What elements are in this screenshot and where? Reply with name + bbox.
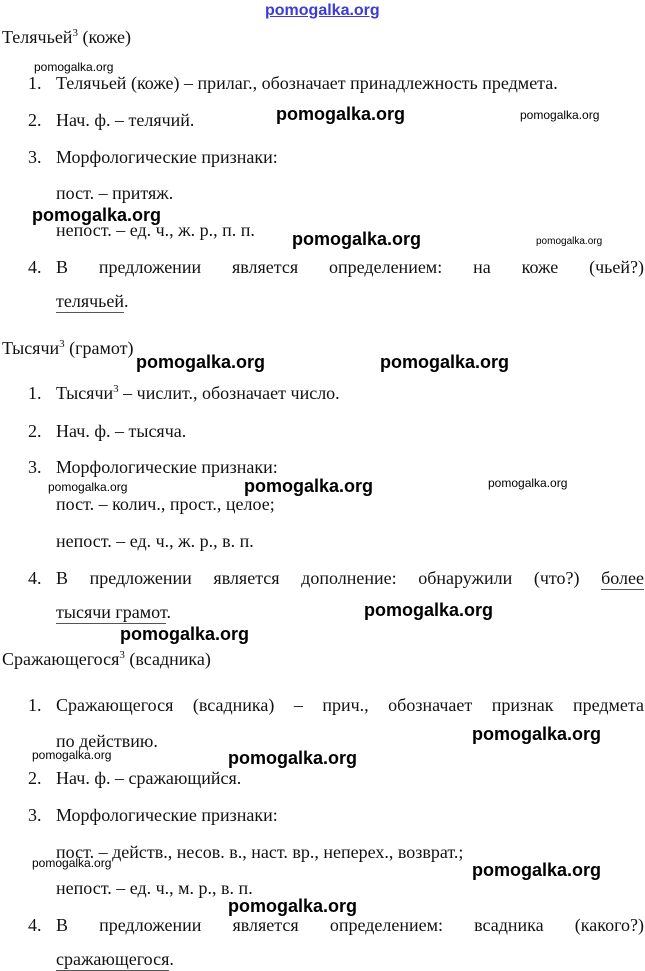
watermark: pomogalka.org xyxy=(228,748,358,768)
list-item xyxy=(28,420,186,442)
item-text: Телячьей (коже) – прилаг., обозначает принадлежность предмета. xyxy=(56,73,558,93)
item-number: 3. xyxy=(28,457,42,477)
watermark: pomogalka.org xyxy=(364,600,494,620)
word-heading-1 xyxy=(2,26,131,48)
word-heading-3 xyxy=(2,648,211,670)
constant-features: пост. – притяж. xyxy=(56,183,174,203)
item-number: 1. xyxy=(28,73,42,93)
item-text: Нач. ф. – телячий. xyxy=(56,110,195,130)
list-item xyxy=(28,72,558,94)
watermark: pomogalka.org xyxy=(120,624,250,644)
variable-features: непост. – ед. ч., м. р., в. п. xyxy=(56,878,253,898)
item-continuation xyxy=(56,601,171,623)
item-continuation: по действию. xyxy=(56,731,158,751)
list-item xyxy=(28,567,644,589)
item-number: 2. xyxy=(28,768,42,788)
heading-sup: 3 xyxy=(72,27,78,39)
heading-rest: (коже) xyxy=(77,27,132,47)
item-end: . xyxy=(169,949,174,969)
list-item xyxy=(28,914,644,936)
watermark: pomogalka.org xyxy=(34,60,114,74)
watermark: pomogalka.org xyxy=(536,236,603,247)
heading-word: Сражающегося xyxy=(2,649,120,669)
item-text: Морфологические признаки: xyxy=(56,147,278,167)
item-number: 4. xyxy=(28,568,42,588)
item-number: 2. xyxy=(28,110,42,130)
item-number: 4. xyxy=(28,257,42,277)
item-text xyxy=(56,567,644,589)
underlined-word: тысячи грамот xyxy=(56,602,167,622)
heading-word: Телячьей xyxy=(2,27,73,47)
item-text: Нач. ф. – тысяча. xyxy=(56,421,187,441)
watermark: pomogalka.org xyxy=(32,205,162,225)
list-item xyxy=(28,109,194,131)
constant-features: пост. – действ., несов. в., наст. вр., неперех., возврат.; xyxy=(56,842,464,862)
item-end: . xyxy=(166,602,171,622)
heading-sup: 3 xyxy=(59,338,65,350)
item-number: 3. xyxy=(28,147,42,167)
item-number: 1. xyxy=(28,695,42,715)
item-text: Сражающегося (всадника) – прич., обозначает признак предмета xyxy=(56,695,644,715)
item-continuation xyxy=(56,948,174,970)
item-text: В предложении является определением: на коже (чьей?) xyxy=(56,257,644,277)
item-continuation xyxy=(56,290,129,312)
item-text: Морфологические признаки: xyxy=(56,805,278,825)
watermark: pomogalka.org xyxy=(292,229,422,249)
underlined-word: сражающегося xyxy=(56,949,170,969)
watermark: pomogalka.org xyxy=(472,724,602,744)
item-text-part: В предложении является дополнение: обнаружили (что?) xyxy=(56,568,580,588)
heading-word: Тысячи xyxy=(2,338,60,358)
underlined-word: телячьей xyxy=(56,291,125,311)
item-text: Нач. ф. – сражающийся. xyxy=(56,768,242,788)
watermark: pomogalka.org xyxy=(276,104,406,124)
watermark: pomogalka.org xyxy=(32,856,112,870)
item-sup: 3 xyxy=(113,383,119,395)
item-text: – числит., обозначает число. xyxy=(118,383,340,403)
item-number: 3. xyxy=(28,805,42,825)
watermark: pomogalka.org xyxy=(488,476,568,490)
item-number: 1. xyxy=(28,383,42,403)
item-text: В предложении является определением: всадника (какого?) xyxy=(56,915,644,935)
list-item xyxy=(28,456,278,478)
heading-rest: (грамот) xyxy=(64,338,134,358)
list-item xyxy=(28,146,278,168)
watermark: pomogalka.org xyxy=(520,108,600,122)
item-text: Тысячи xyxy=(56,383,114,403)
item-number: 4. xyxy=(28,915,42,935)
watermark: pomogalka.org xyxy=(380,352,510,372)
watermark: pomogalka.org xyxy=(136,352,266,372)
variable-features: непост. – ед. ч., ж. р., в. п. xyxy=(56,531,254,551)
watermark: pomogalka.org xyxy=(32,748,112,762)
variable-features: непост. – ед. ч., ж. р., п. п. xyxy=(56,220,255,240)
item-text: Морфологические признаки: xyxy=(56,457,278,477)
watermark: pomogalka.org xyxy=(472,860,602,880)
list-item xyxy=(28,256,644,278)
list-item xyxy=(28,804,278,826)
watermark: pomogalka.org xyxy=(48,480,128,494)
list-item xyxy=(28,382,340,404)
watermark-top[interactable]: pomogalka.org xyxy=(265,2,380,19)
constant-features: пост. – колич., прост., целое; xyxy=(56,494,275,514)
heading-sup: 3 xyxy=(119,649,125,661)
watermark: pomogalka.org xyxy=(228,896,358,916)
watermark: pomogalka.org xyxy=(244,476,374,496)
list-item xyxy=(28,767,241,789)
word-heading-2 xyxy=(2,337,134,359)
item-number: 2. xyxy=(28,421,42,441)
underlined-word: более xyxy=(601,568,644,588)
heading-rest: (всадника) xyxy=(124,649,211,669)
item-end: . xyxy=(124,291,129,311)
list-item xyxy=(28,694,644,716)
